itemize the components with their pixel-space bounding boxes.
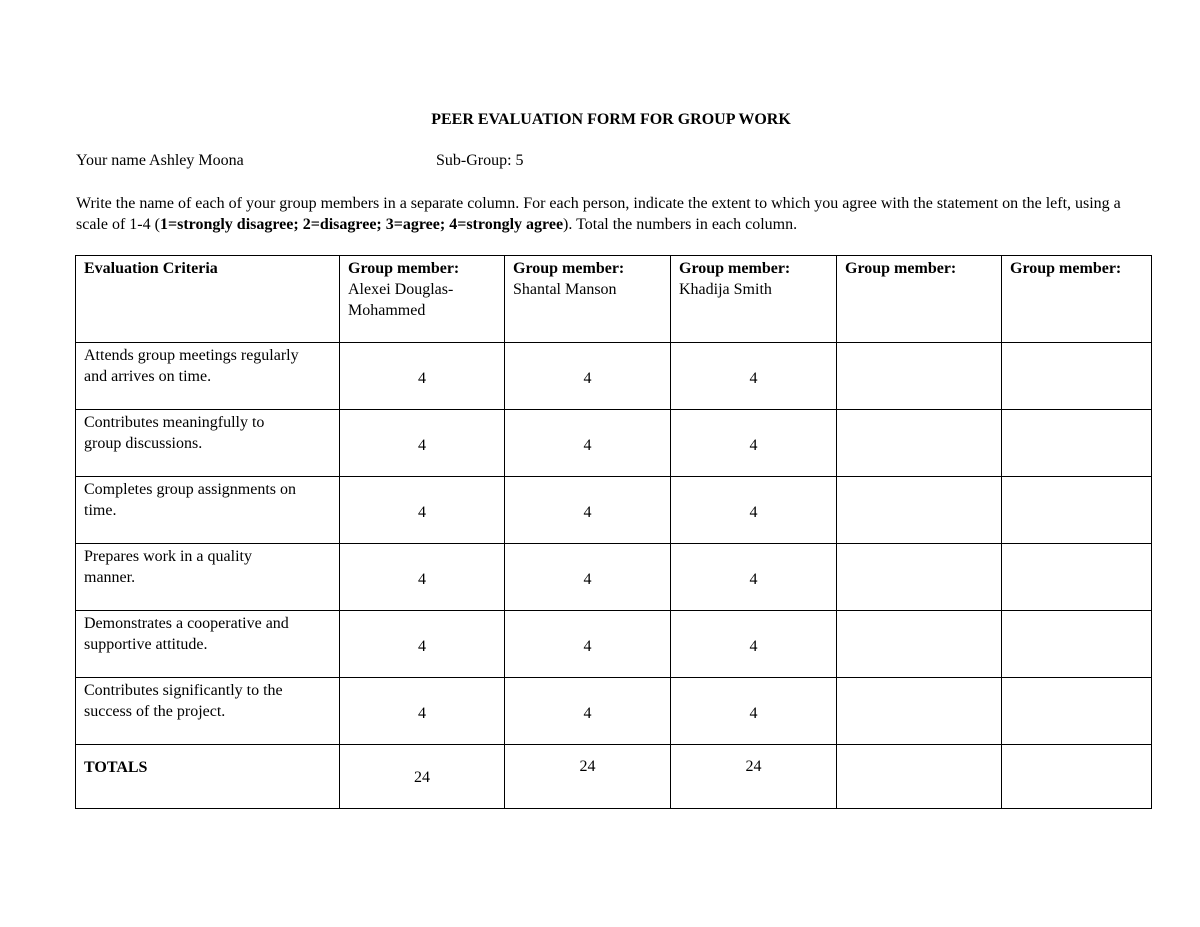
criterion-line: Demonstrates a cooperative and xyxy=(84,615,289,632)
member-header-4 xyxy=(837,256,1002,343)
criterion-cell xyxy=(76,678,340,745)
instructions-text-after: ). Total the numbers in each column. xyxy=(563,216,798,233)
table-row xyxy=(76,678,1152,745)
your-name-field: Your name Ashley Moona xyxy=(76,152,244,169)
total-cell xyxy=(1002,745,1152,809)
criterion-line: Attends group meetings regularly xyxy=(84,347,299,364)
page-title: PEER EVALUATION FORM FOR GROUP WORK xyxy=(431,111,791,128)
instructions-paragraph xyxy=(76,193,1152,235)
score-cell: 4 xyxy=(505,678,671,745)
table-row xyxy=(76,477,1152,544)
criterion-cell xyxy=(76,410,340,477)
totals-label: TOTALS xyxy=(76,745,340,809)
score-cell: 4 xyxy=(340,611,505,678)
criterion-line: success of the project. xyxy=(84,703,226,720)
member-header-1 xyxy=(340,256,505,343)
score-cell: 4 xyxy=(505,343,671,410)
score-cell xyxy=(1002,544,1152,611)
criterion-line: time. xyxy=(84,502,117,519)
totals-row xyxy=(76,745,1152,809)
member-header-label: Group member: xyxy=(845,260,957,277)
score-cell xyxy=(1002,678,1152,745)
criterion-cell xyxy=(76,611,340,678)
score-cell: 4 xyxy=(505,611,671,678)
table-row xyxy=(76,343,1152,410)
criterion-line: Prepares work in a quality xyxy=(84,548,252,565)
score-cell xyxy=(837,678,1002,745)
member-name: Alexei Douglas- xyxy=(348,281,454,298)
evaluation-table xyxy=(75,255,1152,809)
criterion-line: group discussions. xyxy=(84,435,203,452)
score-cell: 4 xyxy=(340,343,505,410)
score-cell xyxy=(1002,343,1152,410)
member-name-cont: Mohammed xyxy=(348,302,426,319)
table-row xyxy=(76,410,1152,477)
member-header-label: Group member: xyxy=(679,260,791,277)
score-cell: 4 xyxy=(340,477,505,544)
total-cell xyxy=(837,745,1002,809)
score-cell: 4 xyxy=(671,477,837,544)
score-cell: 4 xyxy=(671,544,837,611)
member-header-label: Group member: xyxy=(513,260,625,277)
score-cell: 4 xyxy=(505,544,671,611)
score-cell xyxy=(1002,611,1152,678)
score-cell: 4 xyxy=(671,343,837,410)
criterion-cell xyxy=(76,544,340,611)
criterion-line: manner. xyxy=(84,569,136,586)
table-row xyxy=(76,611,1152,678)
table-header-row xyxy=(76,256,1152,343)
score-cell xyxy=(837,544,1002,611)
score-cell xyxy=(837,343,1002,410)
member-header-2 xyxy=(505,256,671,343)
score-cell: 4 xyxy=(505,477,671,544)
member-header-label: Group member: xyxy=(1010,260,1122,277)
instructions-scale: 1=strongly disagree; 2=disagree; 3=agree; 4=strongly agree xyxy=(159,216,564,233)
criterion-line: Contributes significantly to the xyxy=(84,682,283,699)
criterion-cell xyxy=(76,343,340,410)
score-cell: 4 xyxy=(671,611,837,678)
subgroup-field: Sub-Group: 5 xyxy=(436,152,524,169)
score-cell xyxy=(1002,477,1152,544)
criterion-line: Contributes meaningfully to xyxy=(84,414,265,431)
total-cell: 24 xyxy=(340,745,505,809)
score-cell: 4 xyxy=(340,544,505,611)
instructions-text-before: Write the name of each of your group members in a separate column. For each person, indicate the extent to which you agree with the statement on the left, using a scale of 1-4 ( xyxy=(76,195,1121,233)
score-cell xyxy=(837,410,1002,477)
member-header-label: Group member: xyxy=(348,260,460,277)
score-cell: 4 xyxy=(671,678,837,745)
score-cell: 4 xyxy=(505,410,671,477)
criteria-header: Evaluation Criteria xyxy=(76,256,340,343)
score-cell xyxy=(837,611,1002,678)
member-name: Shantal Manson xyxy=(513,281,617,298)
total-cell: 24 xyxy=(671,745,837,809)
total-cell: 24 xyxy=(505,745,671,809)
member-header-5 xyxy=(1002,256,1152,343)
score-cell: 4 xyxy=(671,410,837,477)
criterion-line: and arrives on time. xyxy=(84,368,212,385)
score-cell xyxy=(1002,410,1152,477)
criterion-cell xyxy=(76,477,340,544)
criterion-line: supportive attitude. xyxy=(84,636,208,653)
criterion-line: Completes group assignments on xyxy=(84,481,296,498)
member-name: Khadija Smith xyxy=(679,281,772,298)
score-cell: 4 xyxy=(340,410,505,477)
score-cell: 4 xyxy=(340,678,505,745)
member-header-3 xyxy=(671,256,837,343)
score-cell xyxy=(837,477,1002,544)
table-row xyxy=(76,544,1152,611)
